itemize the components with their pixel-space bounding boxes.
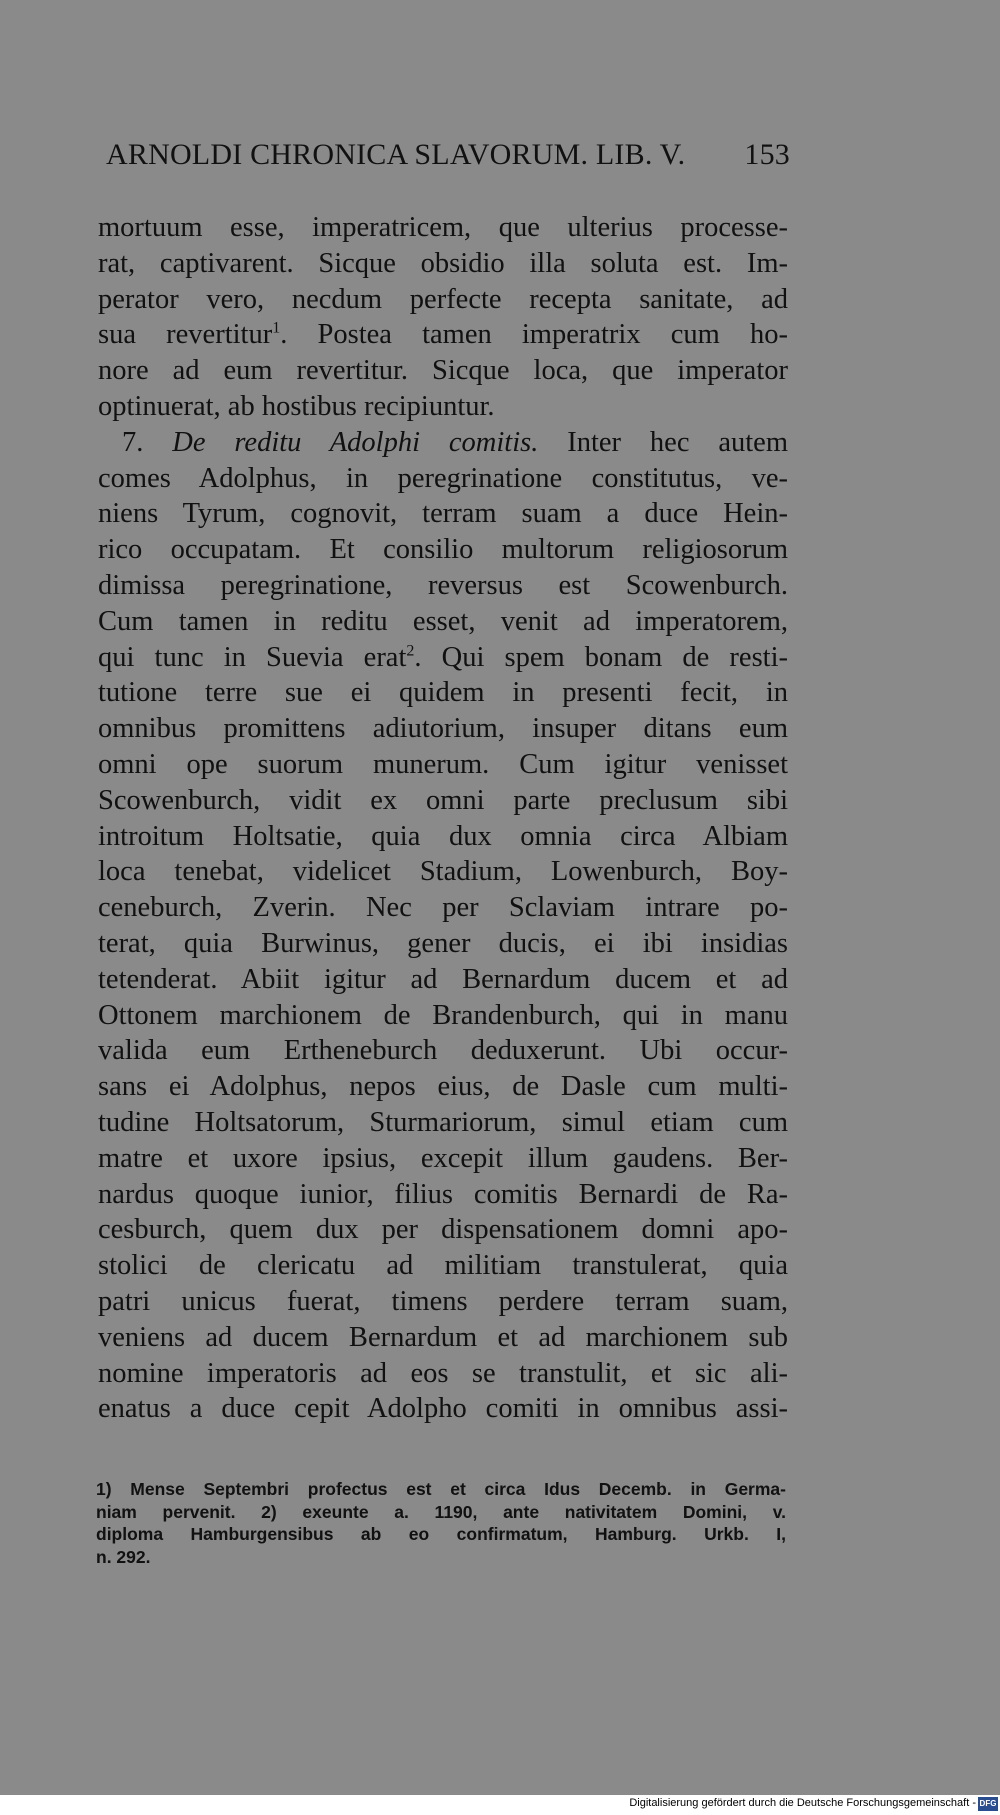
text-line: mortuum esse, imperatricem, que ulterius processe- <box>98 212 788 243</box>
text-line: patri unicus fuerat, timens perdere terram suam, <box>98 1285 788 1317</box>
text-line: dimissa peregrinatione, reversus est Scowenburch. <box>98 569 788 601</box>
text-line: Scowenburch, vidit ex omni parte preclusum sibi <box>98 784 788 816</box>
section-number: 7. <box>122 426 173 458</box>
text-line <box>98 317 788 353</box>
text-line: optinuerat, ab hostibus recipiuntur. <box>98 390 495 422</box>
text-line: terat, quia Burwinus, gener ducis, ei ibi insidias <box>98 927 788 959</box>
text-line: valida eum Ertheneburch deduxerunt. Ubi occur- <box>98 1035 788 1067</box>
running-title: ARNOLDI CHRONICA SLAVORUM. LIB. V. <box>106 138 686 171</box>
text-fragment: . Postea tamen imperatrix cum ho- <box>280 319 788 351</box>
text-line: rico occupatam. Et consilio multorum religiosorum <box>98 534 788 566</box>
section-heading: De reditu Adolphi comitis. <box>172 426 539 458</box>
dfg-logo-icon: DFG <box>978 1797 998 1811</box>
text-line: nore ad eum revertitur. Sicque loca, que imperator <box>98 355 788 387</box>
text-fragment: . Qui spem bonam de resti- <box>414 641 788 673</box>
text-line: perator vero, necdum perfecte recepta sanitate, ad <box>98 283 788 315</box>
footnotes <box>96 1478 786 1568</box>
text-line: nomine imperatoris ad eos se transtulit, et sic ali- <box>98 1357 788 1389</box>
text-line: tudine Holtsatorum, Sturmariorum, simul etiam cum <box>98 1106 788 1138</box>
text-line: ceneburch, Zverin. Nec per Sclaviam intrare po- <box>98 892 788 924</box>
text-line: veniens ad ducem Bernardum et ad marchionem sub <box>98 1321 788 1353</box>
text-line: Ottonem marchionem de Brandenburch, qui in manu <box>98 999 788 1031</box>
footnote-line: niam pervenit. 2) exeunte a. 1190, ante nativitatem Domini, v. <box>96 1501 786 1522</box>
text-line: niens Tyrum, cognovit, terram suam a duce Hein- <box>98 498 788 530</box>
text-line: enatus a duce cepit Adolpho comiti in omnibus assi- <box>98 1393 788 1425</box>
page-header <box>106 138 790 188</box>
body-text <box>98 210 788 1427</box>
text-fragment: sua revertitur <box>98 319 273 351</box>
text-line: introitum Holtsatie, quia dux omnia circa Albiam <box>98 820 788 852</box>
footnote-line: n. 292. <box>96 1546 151 1567</box>
text-line: stolici de clericatu ad militiam transtulerat, quia <box>98 1250 788 1282</box>
footnote-ref-2: 2 <box>406 642 415 660</box>
footnote-line: diploma Hamburgensibus ab eo confirmatum, Hamburg. Urkb. I, <box>96 1524 786 1544</box>
text-line: sans ei Adolphus, nepos eius, de Dasle cum multi- <box>98 1071 788 1103</box>
text-line: comes Adolphus, in peregrinatione constitutus, ve- <box>98 462 788 494</box>
footnote-line: 1) Mense Septembri profectus est et circa Idus Decemb. in Germa- <box>96 1479 786 1499</box>
text-line: loca tenebat, videlicet Stadium, Lowenburch, Boy- <box>98 856 788 888</box>
text-line: rat, captivarent. Sicque obsidio illa soluta est. Im- <box>98 247 788 279</box>
text-line: omni ope suorum munerum. Cum igitur venisset <box>98 748 788 780</box>
text-line <box>98 425 788 461</box>
text-line: Cum tamen in reditu esset, venit ad imperatorem, <box>98 605 788 637</box>
text-line: tetenderat. Abiit igitur ad Bernardum ducem et ad <box>98 963 788 995</box>
digitization-footer <box>0 1795 1000 1815</box>
funding-credit: Digitalisierung gefördert durch die Deutsche Forschungsgemeinschaft - <box>629 1797 976 1809</box>
page-number: 153 <box>744 138 790 171</box>
text-fragment: qui tunc in Suevia erat <box>98 641 407 673</box>
text-line: omnibus promittens adiutorium, insuper ditans eum <box>98 713 788 745</box>
text-line: nardus quoque iunior, filius comitis Bernardi de Ra- <box>98 1178 788 1210</box>
text-line: matre et uxore ipsius, excepit illum gaudens. Ber- <box>98 1142 788 1174</box>
text-line <box>98 640 788 676</box>
text-fragment: Inter hec autem <box>538 426 789 458</box>
footnote-ref-1: 1 <box>272 319 281 337</box>
text-line: cesburch, quem dux per dispensationem domni apo- <box>98 1214 788 1246</box>
text-line: tutione terre sue ei quidem in presenti fecit, in <box>98 677 788 709</box>
